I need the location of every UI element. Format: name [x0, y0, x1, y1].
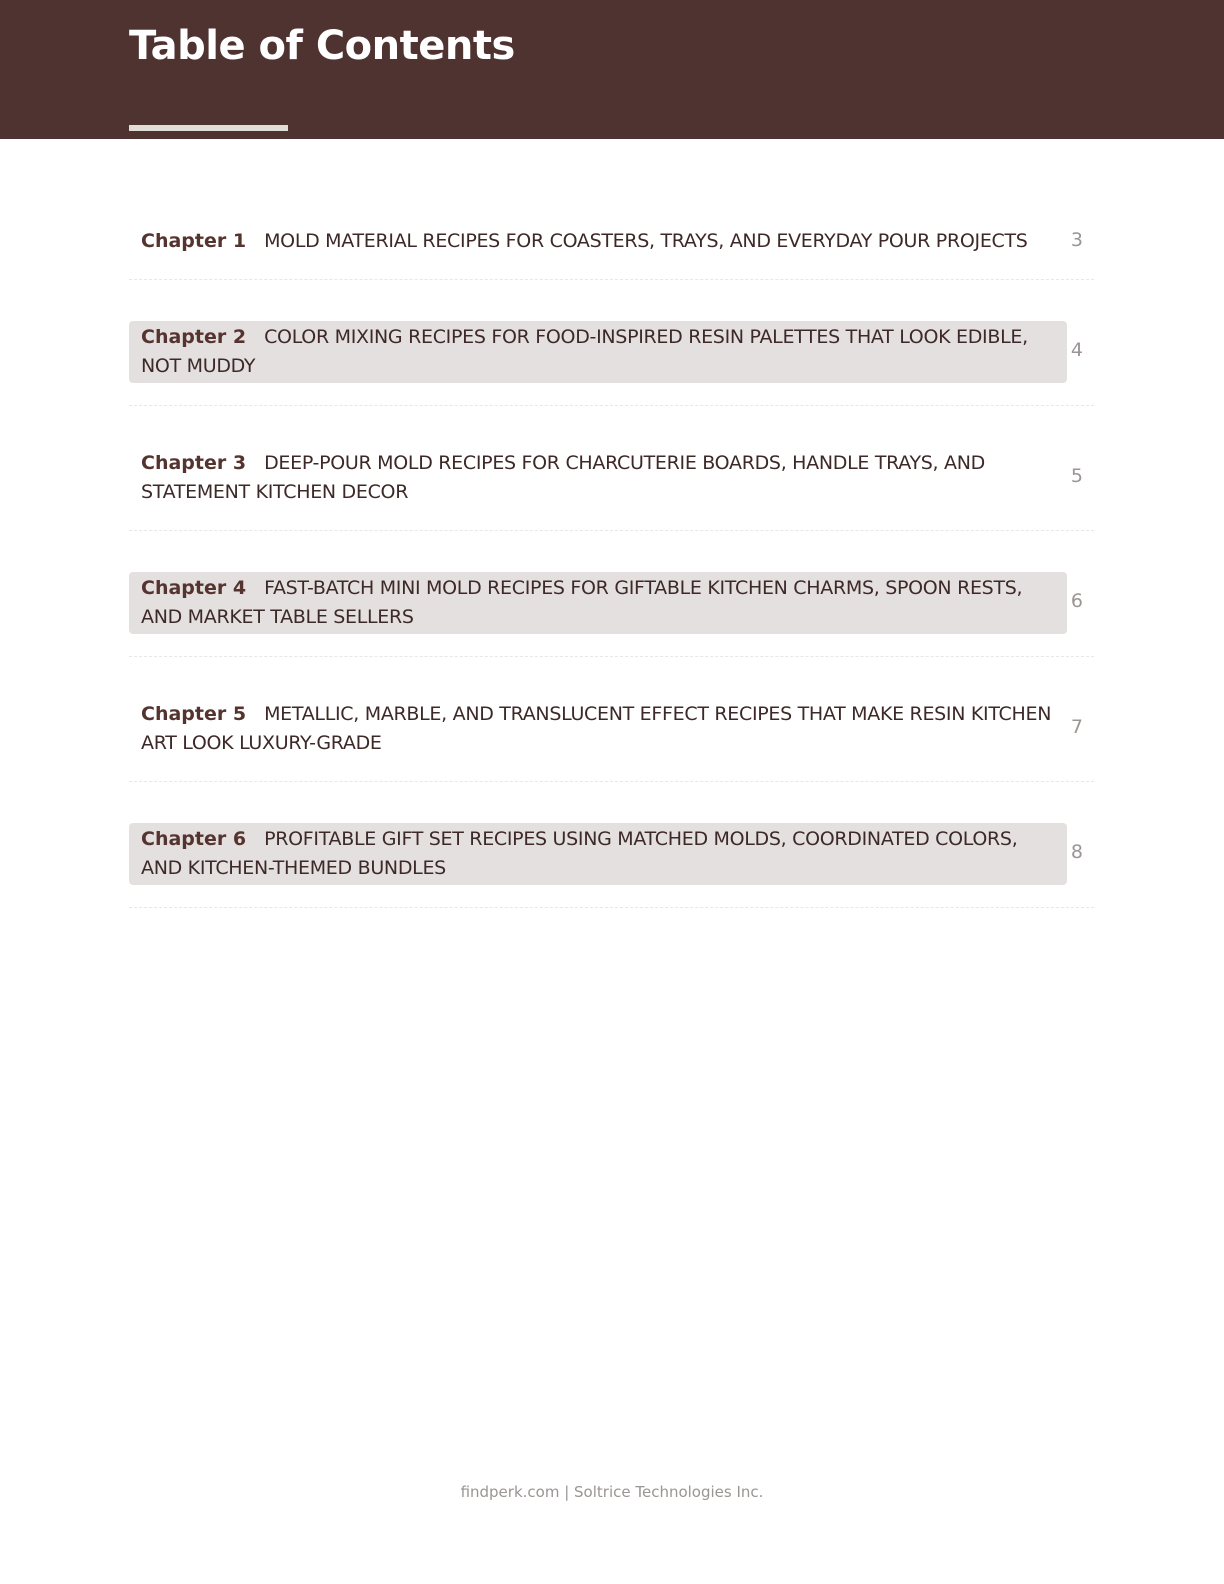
- page-number: 3: [1070, 229, 1083, 251]
- header-banner: [0, 0, 1224, 139]
- chapter-label: Chapter 5: [141, 702, 247, 725]
- toc-entry-text: [129, 321, 1067, 383]
- toc-entry-text: [129, 225, 1067, 258]
- toc-entry-text: [129, 447, 1067, 509]
- chapter-label: Chapter 2: [141, 326, 247, 348]
- chapter-label: Chapter 1: [141, 230, 247, 252]
- page-number: 8: [1070, 841, 1083, 863]
- chapter-title: METALLIC, MARBLE, AND TRANSLUCENT EFFECT RECIPES THAT MAKE RESIN KITCHEN ART LOOK LUXURY-GRADE: [141, 702, 1052, 754]
- page-number: 5: [1070, 464, 1083, 487]
- chapter-label: Chapter 6: [141, 828, 247, 850]
- chapter-label: Chapter 3: [141, 451, 247, 474]
- toc-entry[interactable]: [129, 280, 1094, 406]
- toc-entry[interactable]: [129, 657, 1094, 783]
- toc-entry-text: [129, 572, 1067, 634]
- chapter-label: Chapter 4: [141, 577, 247, 599]
- toc-entry[interactable]: [129, 531, 1094, 657]
- toc-list: [129, 195, 1094, 908]
- toc-entry[interactable]: [129, 195, 1094, 280]
- page-number: 6: [1070, 590, 1083, 612]
- page-number: 7: [1070, 715, 1083, 738]
- toc-entry-text: [129, 698, 1067, 760]
- toc-entry[interactable]: [129, 406, 1094, 532]
- footer-text: findperk.com | Soltrice Technologies Inc.: [460, 1483, 764, 1501]
- page-title: Table of Contents: [129, 23, 515, 69]
- page-number: 4: [1070, 339, 1083, 361]
- chapter-title: FAST-BATCH MINI MOLD RECIPES FOR GIFTABLE KITCHEN CHARMS, SPOON RESTS, AND MARKET TABLE SELLERS: [141, 577, 1023, 628]
- chapter-title: PROFITABLE GIFT SET RECIPES USING MATCHED MOLDS, COORDINATED COLORS, AND KITCHEN-THEMED BUNDLES: [141, 828, 1018, 879]
- title-underline: [129, 125, 288, 131]
- chapter-title: DEEP-POUR MOLD RECIPES FOR CHARCUTERIE BOARDS, HANDLE TRAYS, AND STATEMENT KITCHEN DECOR: [141, 451, 985, 503]
- toc-entry[interactable]: [129, 782, 1094, 908]
- chapter-title: MOLD MATERIAL RECIPES FOR COASTERS, TRAYS, AND EVERYDAY POUR PROJECTS: [264, 230, 1028, 252]
- toc-entry-text: [129, 823, 1067, 885]
- chapter-title: COLOR MIXING RECIPES FOR FOOD-INSPIRED RESIN PALETTES THAT LOOK EDIBLE, NOT MUDDY: [141, 326, 1028, 377]
